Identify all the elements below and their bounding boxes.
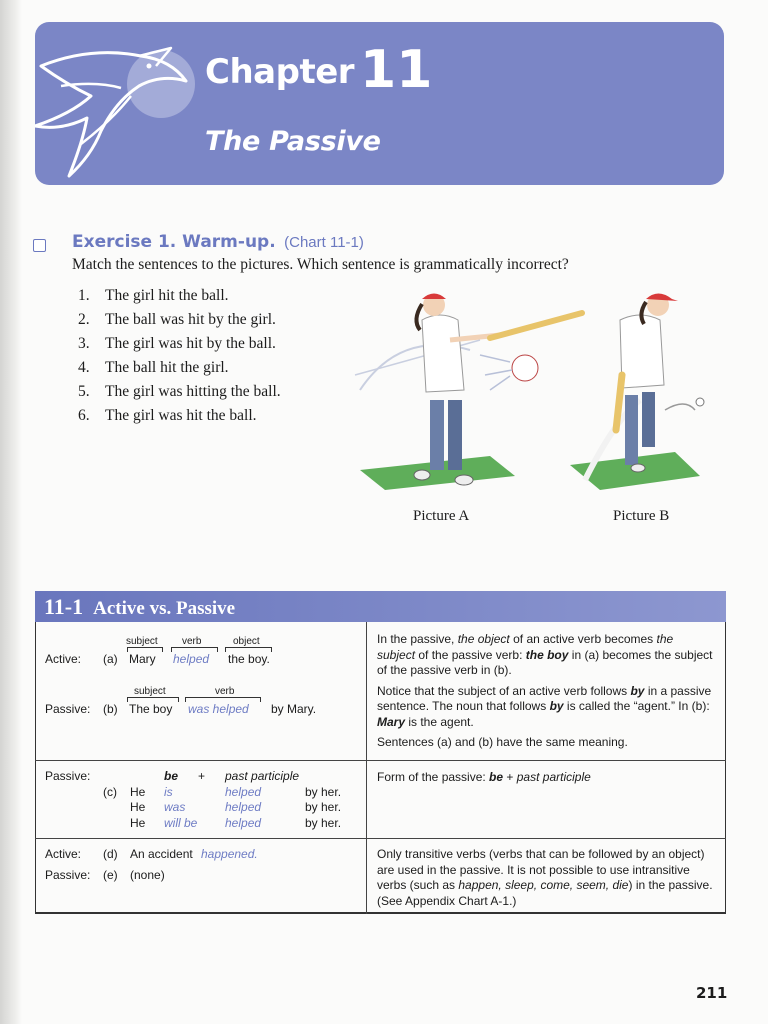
list-item: 3. The girl was hit by the ball. <box>78 335 276 352</box>
plus-sign: + <box>198 769 206 783</box>
exercise-sentence-list <box>78 287 281 431</box>
chapter-heading <box>205 36 433 100</box>
example-c-subject: He <box>130 800 146 814</box>
example-c-be: is <box>164 785 173 799</box>
chart-row-divider <box>35 760 726 761</box>
chapter-header <box>35 22 724 185</box>
example-a-marker: (a) <box>103 652 118 666</box>
example-b-subject: The boy <box>129 702 173 716</box>
past-participle-label: past participle <box>225 769 300 783</box>
example-e-marker: (e) <box>103 868 118 882</box>
list-item: 1. The girl hit the ball. <box>78 287 229 304</box>
explanation-paragraph-2: Notice that the subject of an active verb follows by in a passive sentence. The noun that follows by is called the “agent.” In (b): Mary is the agent. <box>377 683 712 729</box>
chart-name: Active vs. Passive <box>93 598 236 619</box>
example-c-subject: He <box>130 785 146 799</box>
transitive-note: Only transitive verbs (verbs that can be followed by an object) are used in the passive. It is not possible to use intransitive verbs (such as happen, sleep, come, seem, die) in the passive. (See Appendix Chart A-1.) <box>377 847 713 908</box>
object-label: object <box>233 636 260 647</box>
passive-label: Passive: <box>45 702 91 716</box>
passive-form-note: Form of the passive: be + past participle <box>377 770 591 784</box>
chart-number: 11-1 <box>44 594 84 619</box>
example-a-object: the boy. <box>228 652 270 666</box>
exercise-heading <box>72 232 364 252</box>
passive-label: Passive: <box>45 769 91 783</box>
chapter-title: The Passive <box>205 126 381 157</box>
example-c-be: will be <box>164 816 198 830</box>
chapter-word: Chapter <box>205 52 355 92</box>
chapter-number: 11 <box>360 40 433 100</box>
exercise-checkbox[interactable] <box>33 239 46 252</box>
list-item: 5. The girl was hitting the ball. <box>78 383 281 400</box>
passive-label: Passive: <box>45 868 91 882</box>
chart-column-divider <box>366 622 367 914</box>
example-d-verb: happened. <box>201 847 258 861</box>
book-spine-shadow <box>0 0 22 1024</box>
example-b-agent: by Mary. <box>271 702 317 716</box>
page-number: 211 <box>696 984 728 1002</box>
passive-explanation <box>377 632 713 751</box>
example-a-subject: Mary <box>129 652 156 666</box>
exercise-instructions: Match the sentences to the pictures. Which sentence is grammatically incorrect? <box>72 256 569 273</box>
exercise-chart-reference: (Chart 11-1) <box>284 234 364 251</box>
verb-label: verb <box>182 636 202 647</box>
subject-label: subject <box>134 686 166 697</box>
exercise-illustrations <box>340 280 720 500</box>
example-c-be: was <box>164 800 186 814</box>
example-c-marker: (c) <box>103 785 117 799</box>
picture-b-illustration <box>570 294 704 491</box>
picture-a-caption: Picture A <box>413 508 470 524</box>
example-d-marker: (d) <box>103 847 118 861</box>
active-label: Active: <box>45 652 82 666</box>
picture-a-illustration <box>355 294 582 491</box>
chart-title <box>44 594 235 620</box>
picture-b-caption: Picture B <box>613 508 670 524</box>
example-c-agent: by her. <box>305 816 342 830</box>
example-b-marker: (b) <box>103 702 118 716</box>
example-c-agent: by her. <box>305 785 342 799</box>
active-label: Active: <box>45 847 82 861</box>
example-c-participle: helped <box>225 800 262 814</box>
chart-row-divider <box>35 838 726 839</box>
example-d-text: An accident <box>130 847 193 861</box>
list-item: 4. The ball hit the girl. <box>78 359 229 376</box>
explanation-paragraph-3: Sentences (a) and (b) have the same meaning. <box>377 735 628 749</box>
example-a-verb: helped <box>173 652 210 666</box>
explanation-paragraph-1: In the passive, the object of an active verb becomes the subject of the passive verb: the boy in (a) becomes the subject of the passive verb in (b). <box>377 632 713 677</box>
example-c-participle: helped <box>225 785 262 799</box>
example-c-participle: helped <box>225 816 262 830</box>
example-c-subject: He <box>130 816 146 830</box>
swallow-bird-icon <box>35 26 221 185</box>
example-c-agent: by her. <box>305 800 342 814</box>
be-label: be <box>164 769 179 783</box>
exercise-title: Exercise 1. Warm-up. <box>72 232 276 252</box>
verb-label: verb <box>215 686 235 697</box>
list-item: 6. The girl was hit the ball. <box>78 407 257 424</box>
example-b-verb: was helped <box>188 702 249 716</box>
list-item: 2. The ball was hit by the girl. <box>78 311 276 328</box>
example-e-text: (none) <box>130 868 165 882</box>
subject-label: subject <box>126 636 158 647</box>
